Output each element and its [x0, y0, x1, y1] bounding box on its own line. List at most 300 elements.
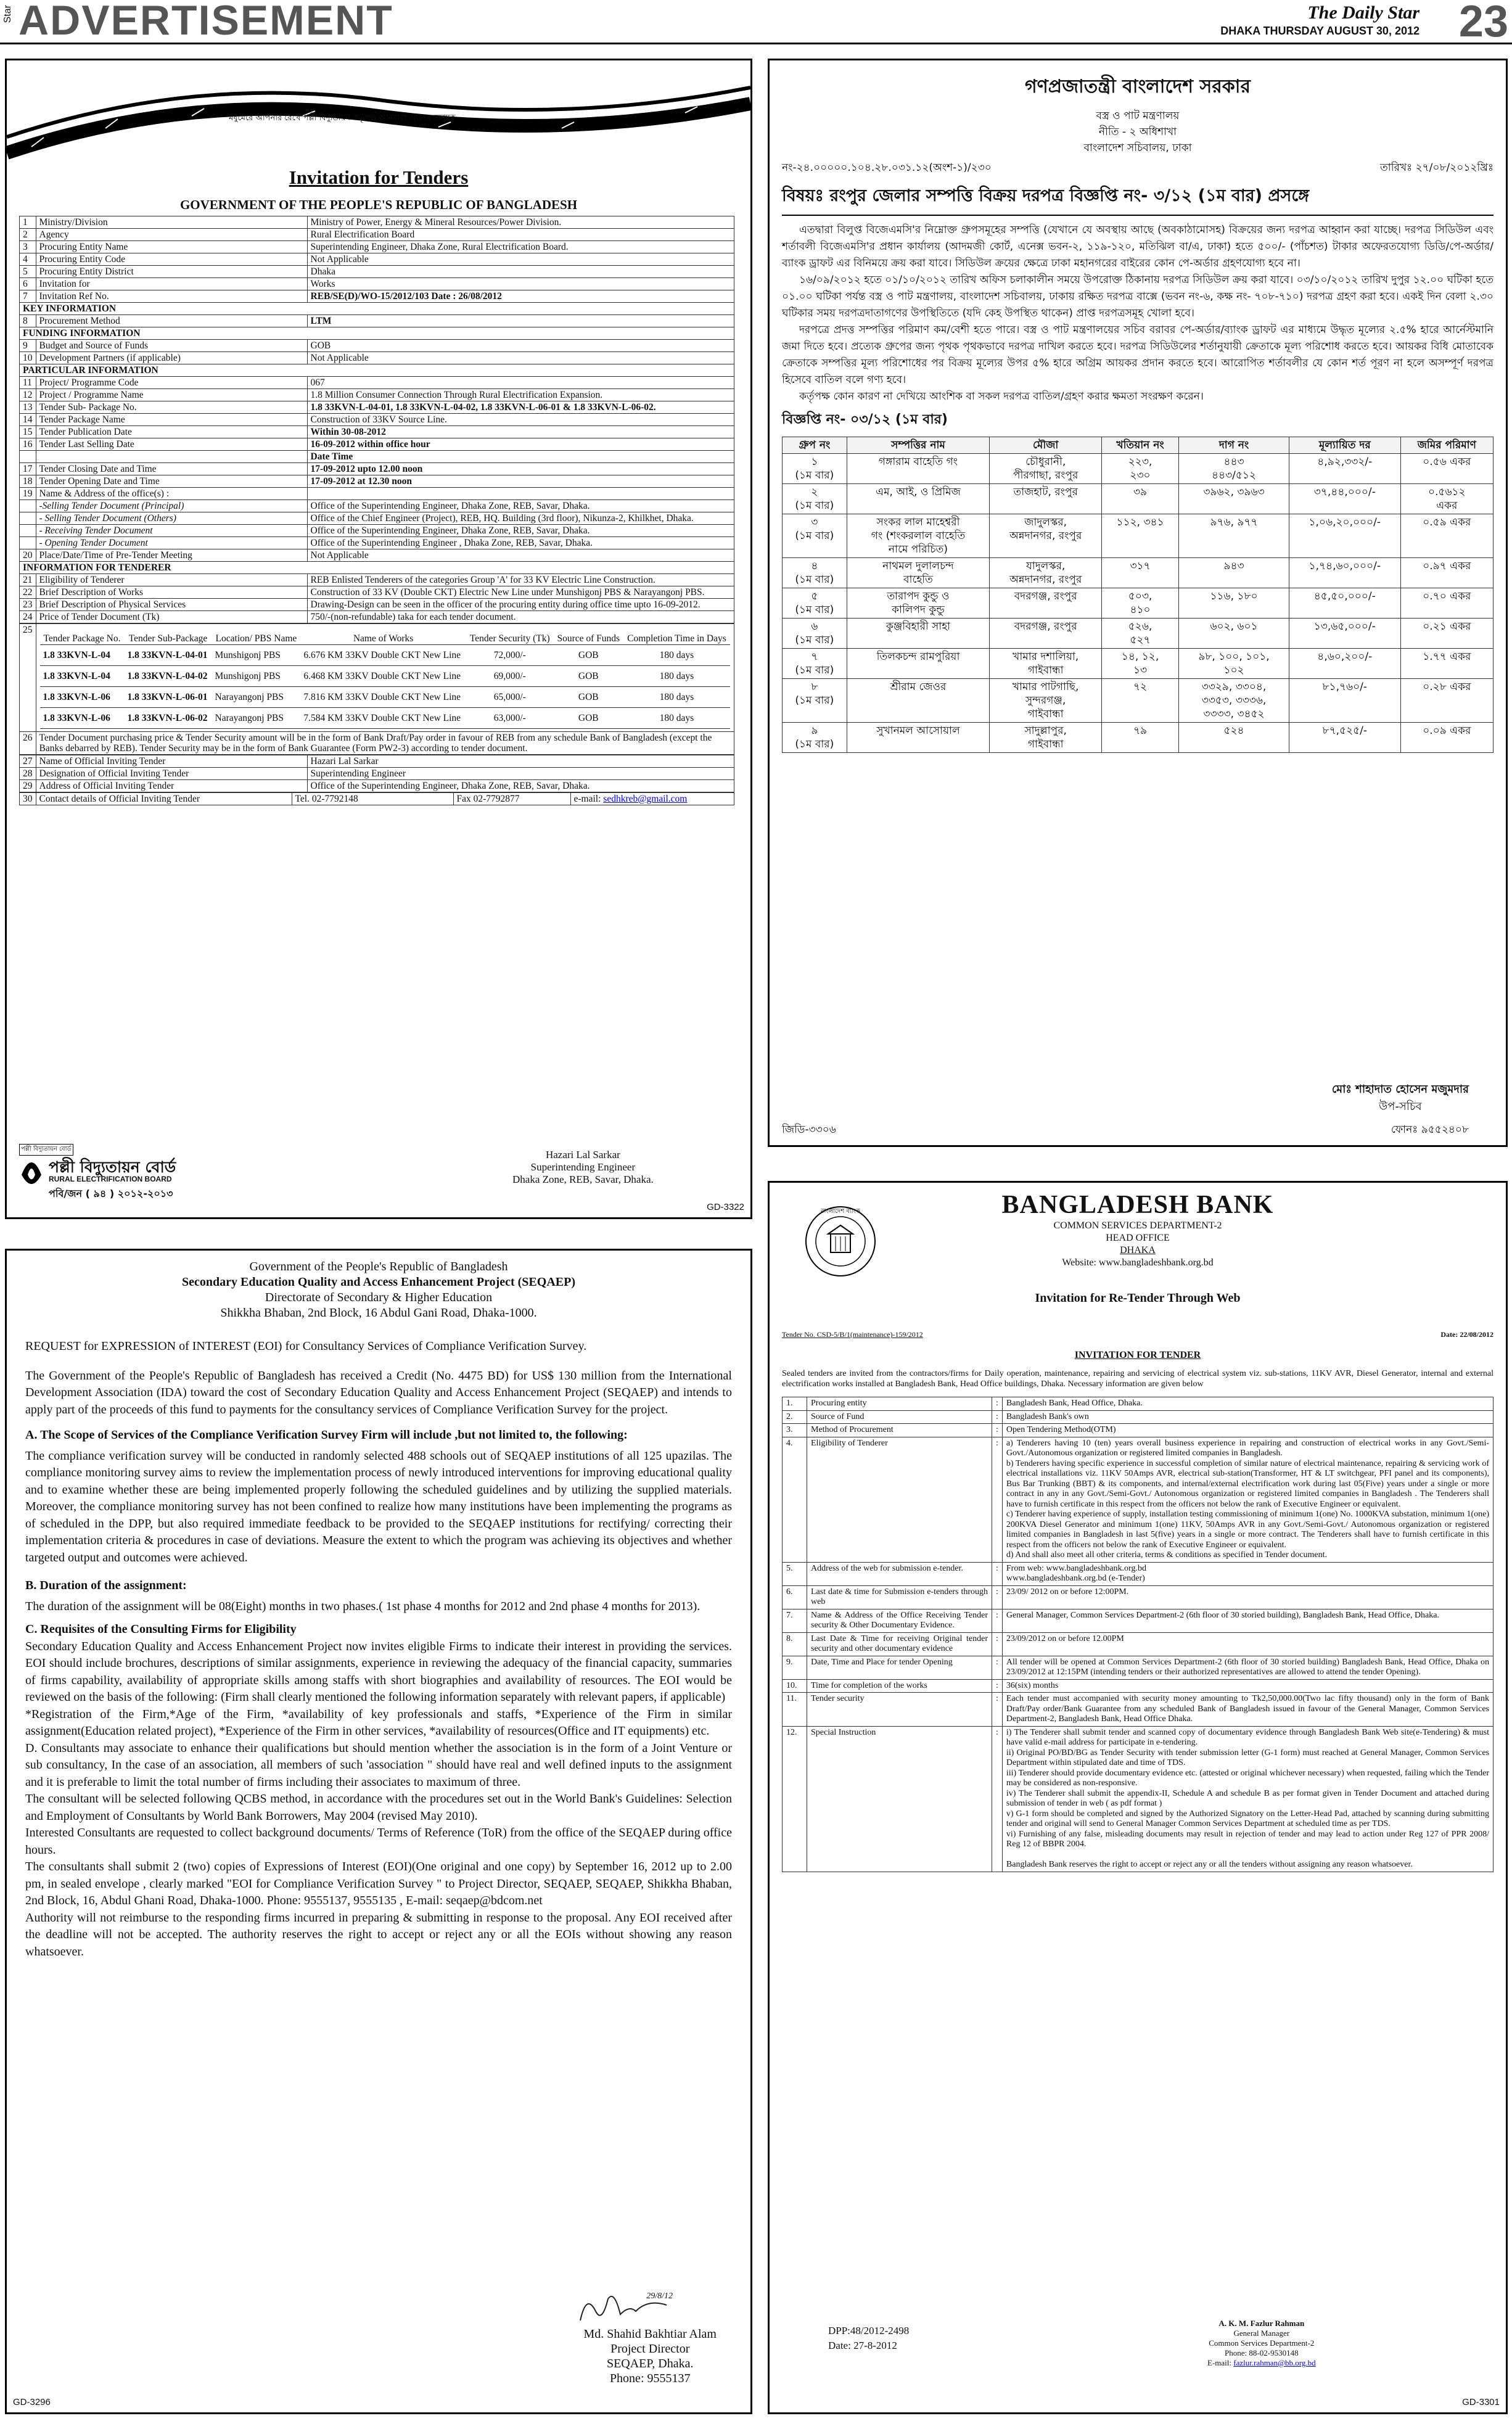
gbd-cell: ৩৯৬২, ৩৯৬৩	[1179, 484, 1289, 514]
seqaep-para-d: D. Consultants may associate to enhance their qualifications but should mention whether the association is in the form of a Joint Venture or sub consultancy, In the case of an association, all members of such 'association " should have real and well defined inputs to the assignment and it is preferable to limit the total number of firms including their associates to maximum of three.	[25, 1741, 732, 1789]
bb-sig-email-link[interactable]: fazlur.rahman@bb.org.bd	[1233, 2358, 1316, 2367]
table-row	[20, 755, 734, 768]
table-row	[20, 253, 734, 266]
reb-sig-name: Hazari Lal Sarkar	[545, 1149, 620, 1161]
table-row	[783, 1424, 1494, 1437]
gbd-property-table-wrap	[782, 437, 1494, 753]
gbd-cell: ৫২৬, ৫২৭	[1102, 619, 1179, 649]
gbd-cell: ১১২, ৩৪১	[1102, 514, 1179, 558]
bangladesh-bank-advert	[768, 1181, 1508, 2414]
gbd-subject: বিষয়ঃ রংপুর জেলার সম্পত্তি বিক্রয় দরপত্র বিজ্ঞপ্তি নং- ৩/১২ (১ম বার) প্রসঙ্গে	[782, 183, 1494, 216]
bb-row-label: Special Instruction	[807, 1726, 992, 1872]
table-row	[783, 1585, 1494, 1609]
reb-row-label: Address of Official Inviting Tender	[36, 780, 307, 792]
reb-logo-ref: পবি/জন ( ৯৪ ) ২০১২-২০১৩	[49, 1188, 173, 1199]
reb-row-value: Office of the Superintending Engineer , Dhaka Zone, REB, Savar, Dhaka.	[307, 537, 734, 549]
gbd-cell: ৩৭,৪৪,০০০/-	[1289, 484, 1401, 514]
package-header-cell: Tender Security (Tk)	[466, 633, 554, 645]
gbd-sig-desig: উপ-সচিব	[1379, 1100, 1422, 1113]
gbd-cell: ৩১৭	[1102, 558, 1179, 588]
table-row	[20, 512, 734, 525]
package-header-cell: Completion Time in Days	[623, 633, 730, 645]
reb-row-number: 23	[20, 599, 36, 611]
reb-row-number: 25	[20, 624, 36, 732]
table-row	[20, 463, 734, 475]
gbd-cell: ০.০৯ একর	[1400, 723, 1493, 753]
reb-row-label: Name of Official Inviting Tender	[36, 755, 307, 768]
gbd-paragraph: ১৬/০৯/২০১২ হতে ০১/১০/২০১২ তারিখ অফিস চলাকালীন সময়ে উপরোক্ত ঠিকানায় দরপত্র সিডিউল ক্রয় করা যাবে। ০৩/১০/২০১২ তারিখ দুপুর ১২.০০ ঘটিকা হতে ০১.০০ ঘটিকা পর্যন্ত বস্ত্র ও পাট মন্ত্রণালয়, বাংলাদেশ সচিবালয়, ঢাকায় রক্ষিত দরপত্র বাক্সে (ভবন নং-৬, কক্ষ নং- ৭০৮-৭১০) দরপত্র গ্রহণ করা হবে। একই দিন বেলা ২.৩০ ঘটিকার সময় দরপত্রদাতাগণের উপস্থিতিতে (যদি কেহ উপস্থিত থাকেন) প্রাপ্ত দরপত্রসমূহ খোলা হবে।	[782, 274, 1494, 319]
reb-section-heading: KEY INFORMATION	[20, 303, 734, 315]
reb-row-value: Not Applicable	[307, 549, 734, 562]
seqaep-para-f: Interested Consultants are requested to collect background documents/ Terms of Reference (ToR) from the office of the SEQAEP during office hours.	[25, 1826, 732, 1857]
reb-contact-table	[19, 792, 734, 805]
table-row	[783, 1562, 1494, 1585]
reb-row-label: Procuring Entity Name	[36, 241, 307, 253]
reb-row-number: 20	[20, 549, 36, 562]
seqaep-request: REQUEST for EXPRESSION of INTEREST (EOI) for Consultancy Services of Compliance Verification Survey.	[25, 1339, 587, 1353]
bb-tender-no: Tender No. CSD-5/B/1(maintenance)-159/2012	[782, 1330, 923, 1339]
reb-row-number: 28	[20, 768, 36, 780]
bb-intro: Sealed tenders are invited from the contractors/firms for Daily operation, maintenance, repairing and servicing of electrical system viz. sub-stations, 11KV AVR, Diesel Generator, internal and external electrification works installed at Bangladesh Bank, Head Office buildings, Dhaka. Necessary information are given below	[782, 1369, 1494, 1389]
reb-row-label: Invitation Ref No.	[36, 290, 307, 303]
package-header-row	[40, 633, 731, 645]
bb-row-value: General Manager, Common Services Department-2 (6th floor of 30 storied building), Bangladesh Bank, Head Office, Dhaka.	[1002, 1609, 1493, 1632]
gbd-cell: খামার দশালিয়া, গাইবান্ধা	[990, 649, 1102, 679]
reb-row-number	[20, 500, 36, 512]
reb-row-number: 30	[20, 793, 36, 805]
table-row	[20, 216, 734, 229]
reb-row-value: Not Applicable	[307, 253, 734, 266]
reb-tail-table	[19, 755, 734, 792]
table-row	[20, 426, 734, 438]
gbd-cell: ৭ (১ম বার)	[783, 649, 847, 679]
reb-section-row	[20, 303, 734, 315]
package-cell: 7.584 KM 33KV Double CKT New Line	[300, 708, 466, 729]
bb-signature	[1207, 2319, 1316, 2368]
table-row	[20, 278, 734, 290]
bb-row-colon: :	[992, 1693, 1003, 1727]
bb-row-colon: :	[992, 1679, 1003, 1693]
gbd-header-cell: গ্রুপ নং	[783, 437, 847, 454]
seqaep-para-g: The consultants shall submit 2 (two) copies of Expressions of Interest (EOI)(One original and one copy) by September 16, 2012 up to 2.00 pm, in sealed envelope , clearly marked "EOI for Compliance Verification Survey " to Project Director, SEQAEP, SEQAEP, Shikkha Bhaban, 2nd Block, 16, Abdul Ghani Road, Dhaka-1000. Phone: 9555137, 9555135 , E-mail: seqaep@bdcom.net	[25, 1860, 732, 1907]
table-row	[20, 266, 734, 278]
bb-row-value: 36(six) months	[1002, 1679, 1493, 1693]
bb-row-label: Name & Address of the Office Receiving Tender security & Other Documentary Evidence.	[807, 1609, 992, 1632]
bb-row-value: Open Tendering Method(OTM)	[1002, 1424, 1493, 1437]
gbd-header-cell: জমির পরিমাণ	[1400, 437, 1493, 454]
masthead	[0, 0, 1512, 44]
table-row	[783, 1656, 1494, 1679]
bb-sig-email-label: E-mail:	[1207, 2358, 1234, 2367]
bb-row-value: Bangladesh Bank's own	[1002, 1410, 1493, 1424]
bb-header	[770, 1190, 1506, 1305]
reb-row-label: Brief Description of Physical Services	[36, 599, 307, 611]
table-row	[20, 611, 734, 623]
bb-row-colon: :	[992, 1562, 1003, 1585]
reb-contact-label: Contact details of Official Inviting Tender	[36, 793, 292, 805]
seqaep-para-e: The consultant will be selected following QCBS method, in accordance with the procedures set out in the World Bank's Guidelines: Selection and Employment of Consultants by World Bank Borrowers, May 2004 (revised May 2010).	[25, 1792, 732, 1823]
bb-row-number: 2.	[783, 1410, 807, 1424]
gbd-memo-no: নং-২৪.০০০০০.১০৪.২৮.০৩১.১২(অংশ-১)/২৩০	[782, 162, 992, 174]
reb-row-value: Construction of 33 KV (Double CKT) Electric New Line under Munshigonj PBS & Narayangonj PBS.	[307, 586, 734, 599]
gbd-signature	[1332, 1081, 1469, 1116]
reb-row-value: Drawing-Design can be seen in the officer of the procuring entity during office time upto 16-09-2012.	[307, 599, 734, 611]
bb-website: Website: www.bangladeshbank.org.bd	[1062, 1257, 1214, 1268]
bb-row-label: Last date & time for Submission e-tenders through web	[807, 1585, 992, 1609]
reb-row-value: Office of the Superintending Engineer, Dhaka Zone, REB, Savar, Dhaka.	[307, 500, 734, 512]
bb-row-value: From web: www.bangladeshbank.org.bd www.bangladeshbank.org.bd (e-Tender)	[1002, 1562, 1493, 1585]
bb-invite: Invitation for Re-Tender Through Web	[1035, 1291, 1241, 1305]
seqaep-gd-code: GD-3296	[13, 2397, 51, 2407]
reb-row-number: 26	[20, 732, 36, 755]
gbd-cell: সাদুল্লাপুর, গাইবান্ধা	[990, 723, 1102, 753]
bb-row-colon: :	[992, 1609, 1003, 1632]
table-row	[783, 1410, 1494, 1424]
bb-invitation-heading: INVITATION FOR TENDER	[1074, 1350, 1201, 1360]
gbd-memo-line	[782, 160, 1494, 178]
package-cell: 1.8 33KVN-L-04-02	[124, 666, 212, 687]
gbd-cell: ৪ (১ম বার)	[783, 558, 847, 588]
bb-row-number: 9.	[783, 1656, 807, 1679]
reb-row-label: Tender Opening Date and Time	[36, 475, 307, 488]
reb-row-number: 10	[20, 352, 36, 364]
seqaep-eoi-advert	[5, 1249, 752, 2414]
reb-row-number: 11	[20, 377, 36, 389]
reb-row-value: 17-09-2012 at 12.30 noon	[307, 475, 734, 488]
reb-row-label: Eligibility of Tenderer	[36, 574, 307, 586]
gbd-cell: ২ (১ম বার)	[783, 484, 847, 514]
gbd-sig-name: মোঃ শাহাদাত হোসেন মজুমদার	[1331, 1083, 1469, 1096]
package-cell: GOB	[554, 687, 623, 708]
package-cell: 69,000/-	[466, 666, 554, 687]
table-row	[783, 619, 1494, 649]
table-row	[20, 451, 734, 463]
reb-gd-code: GD-3322	[707, 1202, 744, 1212]
reb-banner-wave	[7, 60, 750, 162]
gbd-cell: ৭৯	[1102, 723, 1179, 753]
package-cell: Munshigonj PBS	[212, 666, 301, 687]
reb-row-label: -Selling Tender Document (Principal)	[36, 500, 307, 512]
bb-row-number: 5.	[783, 1562, 807, 1585]
bb-title: BANGLADESH BANK	[1001, 1191, 1274, 1219]
table-row	[20, 389, 734, 401]
reb-row-label: Project / Programme Name	[36, 389, 307, 401]
gbd-phone: ফোনঃ ৯৫৫২৪০৮	[1391, 1124, 1469, 1136]
gbd-cell: ৯৮, ১০০, ১০১, ১০২	[1179, 649, 1289, 679]
bb-row-value: Bangladesh Bank, Head Office, Dhaka.	[1002, 1397, 1493, 1411]
seqaep-para-b: The duration of the assignment will be 08(Eight) months in two phases.( 1st phase 4 months for 2012 and 2nd phase 4 months for 2013).	[25, 1599, 701, 1613]
gbd-cell: ৬ (১ম বার)	[783, 619, 847, 649]
table-row	[20, 377, 734, 389]
reb-row-number: 6	[20, 278, 36, 290]
reb-row-label: Brief Description of Works	[36, 586, 307, 599]
reb-row-number: 13	[20, 401, 36, 414]
gbd-cell: ১,৭৪,৬০,০০০/-	[1289, 558, 1401, 588]
gbd-paragraph: দরপত্রে প্রদত্ত সম্পত্তির পরিমাণ কম/বেশী হতে পারে। বস্ত্র ও পাট মন্ত্রণালয়ের সচিব বরাবর পে-অর্ডার/ব্যাংক ড্রাফট এর মাধ্যমে উদ্ধৃত মূল্যের ২.৫% হারে আর্নেস্টমানি জমা দিতে হবে। প্রত্যেক গ্রুপের জন্য পৃথক পৃথকভাবে দরপত্র দাখিল করতে হবে। দরপত্র সিডিউলের শর্তানুযায়ী ক্রেতাকে মূল্য পরিশোধ করতে হবে। আয়কর বিধি মোতাবেক ক্রেতাকে সম্পত্তির মূল্য পরিশোধের পর বিক্রয় মূল্যের উপর ৫% হারে অগ্রিম আয়কর প্রদান করতে হবে। আরোপিত শর্তাবলীর যে কোন শর্ত পূরণ না হলে অসম্পূর্ণ দরপত্র হিসেবে বাতিল বলে গণ্য হবে।	[782, 324, 1494, 386]
gbd-cell: ৮ (১ম বার)	[783, 679, 847, 723]
table-row	[20, 241, 734, 253]
gbd-header-cell: দাগ নং	[1179, 437, 1289, 454]
reb-row-label: Development Partners (if applicable)	[36, 352, 307, 364]
seqaep-sig-org: SEQAEP, Dhaka.	[606, 2357, 694, 2370]
table-row	[783, 1609, 1494, 1632]
reb-row-value: Office of the Superintending Engineer, Dhaka Zone, REB, Savar, Dhaka.	[307, 525, 734, 537]
table-row	[783, 454, 1494, 484]
gbd-cell: ২২৩, ২৩০	[1102, 454, 1179, 484]
gbd-gd-code: জিডি-৩৩০৬	[782, 1124, 836, 1136]
bb-row-label: Last Date & Time for receiving Original tender security and other documentary evidence	[807, 1632, 992, 1656]
package-cell: GOB	[554, 708, 623, 729]
package-row	[40, 666, 731, 687]
gbd-cell: তাজহাট, রংপুর	[990, 484, 1102, 514]
gbd-header-cell: মূল্যায়িত দর	[1289, 437, 1401, 454]
table-row	[20, 414, 734, 426]
seqaep-heading-a: A. The Scope of Services of the Compliance Verification Survey Firm will include ,but not limited to, the following:	[25, 1428, 628, 1442]
reb-row-number: 1	[20, 216, 36, 229]
seqaep-para-a: The compliance verification survey will be conducted in randomly selected 488 schools out of SEQAEP institutions of all 125 upazilas. The compliance monitoring survey aims to review the implementation process of newly introduced interventions for improving educational quality and to examine whether these are being implemented properly following the scheduled guidelines and by utilizing the supplied materials. Moreover, the compliance monitoring survey has not been confined to realize how many institutions have been implementing the programs as of scheduled in the DPP, but also required immediate feedback to be provided to the SEQAEP institutions for rectifying/ correcting their implementation criteria & procedures in case of deviations. Measure the extent to which the program was achieving its objectives and whether targeted output and outcomes were achieved.	[25, 1449, 732, 1564]
bb-sig-desig: General Manager	[1233, 2329, 1290, 2338]
table-row	[783, 723, 1494, 753]
reb-main-table	[19, 216, 734, 623]
reb-row-number: 16	[20, 438, 36, 451]
bb-city: DHAKA	[1120, 1245, 1156, 1256]
table-row	[783, 514, 1494, 558]
table-row	[20, 340, 734, 352]
table-row	[20, 475, 734, 488]
reb-row-label: Budget and Source of Funds	[36, 340, 307, 352]
table-row	[20, 574, 734, 586]
bb-row-number: 10.	[783, 1679, 807, 1693]
package-cell: Munshigonj PBS	[212, 645, 301, 666]
table-row	[783, 1726, 1494, 1872]
gbd-cell: ১১৬, ১৮০	[1179, 588, 1289, 619]
gbd-cell: খামার পাটগাছি, সুন্দরগঞ্জ, গাইবান্ধা	[990, 679, 1102, 723]
package-cell: 6.468 KM 33KV Double CKT New Line	[300, 666, 466, 687]
reb-row-number: 29	[20, 780, 36, 792]
gbd-cell: ৫ (১ম বার)	[783, 588, 847, 619]
gbd-paragraphs	[782, 222, 1494, 405]
reb-row-label: - Selling Tender Document (Others)	[36, 512, 307, 525]
gbd-cell: ৩৩২৯, ৩৩০৪, ৩৩৫৩, ৩৩৩৬, ৩৩৩৩, ৩৪৫২	[1179, 679, 1289, 723]
reb-banner-slogan: মধুমেরে আপনার রেখে পল্লী বিদ্যুতায়ন কর্তৃপক্ষ আনমারা আনের সহায়ক	[229, 113, 456, 123]
gbd-cell: ৯৭৬, ৯৭৭	[1179, 514, 1289, 558]
bb-sig-phone: Phone: 88-02-9530148	[1225, 2348, 1299, 2357]
reb-row-label	[36, 451, 307, 463]
package-header-cell: Tender Sub-Package	[124, 633, 212, 645]
reb-row-value: Superintending Engineer	[307, 768, 734, 780]
bb-gd-code: GD-3301	[1462, 2397, 1500, 2407]
gbd-cell: ৪,৬০,২০০/-	[1289, 649, 1401, 679]
reb-section-row	[20, 327, 734, 340]
seqaep-para-c2: *Registration of the Firm,*Age of the Firm, *availability of key professionals and staffs, *Experience of the Firm in similar assignment(Education related project), *Experience of the Firm in other services, *availability of resources(Office and IT equipments) etc.	[25, 1707, 732, 1738]
reb-row-number: 14	[20, 414, 36, 426]
package-row	[40, 645, 731, 666]
reb-row-label: - Opening Tender Document	[36, 537, 307, 549]
reb-row-number: 2	[20, 229, 36, 241]
reb-row-number	[20, 512, 36, 525]
reb-row-label: Procurement Method	[36, 315, 307, 327]
reb-row-label: Ministry/Division	[36, 216, 307, 229]
reb-row-label: Tender Last Selling Date	[36, 438, 307, 451]
package-cell: 72,000/-	[466, 645, 554, 666]
gbd-cell: ৪৫,৫০,০০০/-	[1289, 588, 1401, 619]
reb-row-number	[20, 451, 36, 463]
table-row	[20, 780, 734, 792]
reb-row-value: 750/-(non-refundable) taka for each tender document.	[307, 611, 734, 623]
seqaep-sig-name: Md. Shahid Bakhtiar Alam	[583, 2327, 717, 2341]
gbd-cell: ৮৭,৫২৫/-	[1289, 723, 1401, 753]
reb-row-label: Tender Sub- Package No.	[36, 401, 307, 414]
gbd-cell: ৭২	[1102, 679, 1179, 723]
bb-table-wrap	[782, 1397, 1494, 1872]
reb-row-number: 5	[20, 266, 36, 278]
gbd-notice-no: বিজ্ঞপ্তি নং- ০৩/১২ (১ম বার)	[782, 412, 948, 427]
reb-row-value: Dhaka	[307, 266, 734, 278]
reb-row-number: 22	[20, 586, 36, 599]
bb-sig-dept: Common Services Department-2	[1209, 2338, 1315, 2348]
bb-row-label: Tender security	[807, 1693, 992, 1727]
package-cell: 7.816 KM 33KV Double CKT New Line	[300, 687, 466, 708]
gbd-cell: তারাপদ কুন্ডু ও কালিপদ কুন্ডু	[847, 588, 990, 619]
reb-row-value: 1.8 Million Consumer Connection Through Rural Electrification Expansion.	[307, 389, 734, 401]
table-row	[20, 229, 734, 241]
table-row	[20, 549, 734, 562]
gbd-cell: ০.২১ একর	[1400, 619, 1493, 649]
bb-row-number: 3.	[783, 1424, 807, 1437]
bb-sig-email-line	[1207, 2358, 1316, 2368]
package-cell: 180 days	[623, 687, 730, 708]
gbd-cell: ৩৯	[1102, 484, 1179, 514]
gbd-cell: ৫২৪	[1179, 723, 1289, 753]
package-table	[40, 633, 731, 729]
gbd-cell: ৪,৯২,৩৩২/-	[1289, 454, 1401, 484]
bb-row-number: 7.	[783, 1609, 807, 1632]
reb-package-table	[19, 623, 734, 755]
bb-row-colon: :	[992, 1726, 1003, 1872]
gbd-cell: ০.৭০ একর	[1400, 588, 1493, 619]
reb-logo-small: পল্লী বিদ্যুতায়ন বোর্ড	[19, 1144, 73, 1156]
seqaep-sig-phone: Phone: 9555137	[609, 2372, 691, 2385]
seqaep-para-c: Secondary Education Quality and Access Enhancement Project now invites eligible Firms to indicate their interest in providing the services. EOI should include brochures, descriptions of similar assignments, experience in reviewing the adequacy of the financial capacity, summaries of firms capability, availability of appropriate skills among staffs with short biographies and availability of resources. The EOI would be reviewed on the basis of the following: (Firm shall clearly mentioned the following information separately with relevant papers, if applicable)	[25, 1639, 732, 1704]
reb-row-label: Place/Date/Time of Pre-Tender Meeting	[36, 549, 307, 562]
reb-row-number: 7	[20, 290, 36, 303]
package-cell: 180 days	[623, 666, 730, 687]
reb-row-number: 4	[20, 253, 36, 266]
gbd-cell: বদরগঞ্জ, রংপুর	[990, 619, 1102, 649]
table-row	[20, 768, 734, 780]
bb-row-value: 23/09/ 2012 on or before 12:00PM.	[1002, 1585, 1493, 1609]
reb-email-label: e-mail:	[573, 794, 604, 804]
bb-row-value: All tender will be opened at Common Services Department-2 (6th floor of 30 storied building) Bangladesh Bank, Head Office, Dhaka on 23/09/2012 at 12:15PM (intending tenders or their authorized representatives are allowed to attend the tender Opening).	[1002, 1656, 1493, 1679]
gbd-cell: ৪৪৩ ৪৪৩/৫১২	[1179, 454, 1289, 484]
reb-row-label: Designation of Official Inviting Tender	[36, 768, 307, 780]
package-cell: 1.8 33KVN-L-06-02	[124, 708, 212, 729]
package-header-cell: Name of Works	[300, 633, 466, 645]
bb-tender-ref	[782, 1330, 1494, 1341]
gbd-cell: শ্রীরাম জেওর	[847, 679, 990, 723]
bb-row-number: 11.	[783, 1693, 807, 1727]
reb-logo-block	[19, 1143, 204, 1204]
bb-head-office: HEAD OFFICE	[1106, 1233, 1170, 1243]
seqaep-gov: Government of the People's Republic of Bangladesh	[249, 1260, 508, 1273]
seqaep-para-1: The Government of the People's Republic of Bangladesh has received a Credit (No. 4475 BD) for US$ 130 million from the International Development Association (IDA) toward the cost of Secondary Education Quality and Access Enhancement Project (SEQAEP) and intends to apply part of the proceeds of this fund to payments for the consultancy services of Compliance Verification Survey for the project.	[25, 1368, 732, 1416]
gbd-cell: বদরগঞ্জ, রংপুর	[990, 588, 1102, 619]
bb-seal-text: বাংলাদেশ ব্যাংক	[820, 1208, 861, 1215]
bb-row-colon: :	[992, 1397, 1003, 1411]
package-cell: Narayangonj PBS	[212, 708, 301, 729]
reb-sig-addr: Dhaka Zone, REB, Savar, Dhaka.	[512, 1174, 654, 1185]
package-cell: 1.8 33KVN-L-04-01	[124, 645, 212, 666]
reb-row-value: Works	[307, 278, 734, 290]
bb-row-number: 6.	[783, 1585, 807, 1609]
reb-row-number: 17	[20, 463, 36, 475]
bb-row-number: 4.	[783, 1437, 807, 1562]
seqaep-directorate: Directorate of Secondary & Higher Education	[265, 1291, 493, 1304]
reb-signature	[512, 1149, 654, 1186]
gbd-cell: ১ (১ম বার)	[783, 454, 847, 484]
bb-row-number: 12.	[783, 1726, 807, 1872]
reb-row-value: Within 30-08-2012	[307, 426, 734, 438]
bb-row-colon: :	[992, 1424, 1003, 1437]
table-row	[20, 438, 734, 451]
bb-row-label: Source of Fund	[807, 1410, 992, 1424]
bb-row-label: Address of the web for submission e-tender.	[807, 1562, 992, 1585]
bb-row-colon: :	[992, 1656, 1003, 1679]
gbd-cell: ০.৯৭ একর	[1400, 558, 1493, 588]
reb-row-label: Invitation for	[36, 278, 307, 290]
seqaep-body	[25, 1338, 732, 1960]
package-header-cell: Source of Funds	[554, 633, 623, 645]
reb-row-number: 18	[20, 475, 36, 488]
gbd-paragraph: এতদ্বারা বিলুপ্ত বিজেএমসি'র নিম্নোক্ত গ্রুপসমূহের সম্পত্তি (যেখানে যে অবস্থায় আছে (অবকাঠামোসহ) বিক্রয়ের জন্য দরপত্র আহ্বান করা যাচ্ছে। দরপত্র সিডিউল এবং শর্তাবলী বিজেএমসি'র প্রধান কার্যালয় (আদমজী কোর্ট, এনেক্স ভবন-২, ১১৯-১২০, মতিঝিল বা/এ, ঢাকা) হতে ৫০০/- (পাঁচশত) টাকার অফেরতযোগ্য ডিডি/পে-অর্ডার/ব্যাংক ড্রাফট এর বিনিময়ে ক্রয় করা যাবে। সিডিউল ক্রয়ের ক্ষেত্রে ঢাকা মহানগরের বাইরের কোন পে-অর্ডার গ্রহণযোগ্য হবে না।	[782, 224, 1494, 269]
seqaep-signature-scribble	[574, 2287, 673, 2330]
table-row	[783, 679, 1494, 723]
gbd-cell: ৯৪৩	[1179, 558, 1289, 588]
gbd-header-cell: সম্পত্তির নাম	[847, 437, 990, 454]
gbd-ministry: বস্ত্র ও পাট মন্ত্রণালয়	[1096, 110, 1180, 122]
package-cell: 1.8 33KVN-L-04	[40, 645, 125, 666]
table-row	[783, 484, 1494, 514]
gbd-cell: ৬০২, ৬০১	[1179, 619, 1289, 649]
reb-row-label: Tender Publication Date	[36, 426, 307, 438]
package-row	[40, 687, 731, 708]
bb-row-label: Procuring entity	[807, 1397, 992, 1411]
table-row	[20, 352, 734, 364]
gbd-cell: ১.৭৭ একর	[1400, 649, 1493, 679]
bb-row-value: Each tender must accompanied with security money amounting to Tk2,50,000.00(Two lac fifty thousand) only in the form of Bank Draft/Pay order/Bank Guarantee from any scheduled Bank of Bangladesh issued in favour of the General Manager, Common Services Department-2, Bangladesh Bank, Head Office Dhaka.	[1002, 1693, 1493, 1727]
gbd-property-table	[782, 437, 1494, 753]
gbd-cell: সুখানমল আসোয়াল	[847, 723, 990, 753]
gbd-header-row	[783, 437, 1494, 454]
reb-email-link[interactable]: sedhkreb@gmail.com	[603, 794, 688, 804]
package-cell: 1.8 33KVN-L-06-01	[124, 687, 212, 708]
gbd-cell: ৯ (১ম বার)	[783, 723, 847, 753]
gbd-branch: নীতি - ২ অধিশাখা	[1098, 126, 1177, 138]
bb-row-label: Method of Procurement	[807, 1424, 992, 1437]
reb-row-label: Procuring Entity District	[36, 266, 307, 278]
seqaep-sig-desig: Project Director	[610, 2342, 690, 2356]
gbd-cell: ৫০৩, ৪১০	[1102, 588, 1179, 619]
seqaep-address: Shikkha Bhaban, 2nd Block, 16 Abdul Gani Road, Dhaka-1000.	[220, 1306, 537, 1320]
dateline: DHAKA THURSDAY AUGUST 30, 2012	[1220, 25, 1420, 37]
table-row	[20, 537, 734, 549]
reb-row-number: 12	[20, 389, 36, 401]
bb-row-colon: :	[992, 1585, 1003, 1609]
section-title: ADVERTISEMENT	[18, 0, 393, 44]
gbd-cell: ৮১,৭৬০/-	[1289, 679, 1401, 723]
reb-row-number: 24	[20, 611, 36, 623]
table-row	[20, 500, 734, 512]
